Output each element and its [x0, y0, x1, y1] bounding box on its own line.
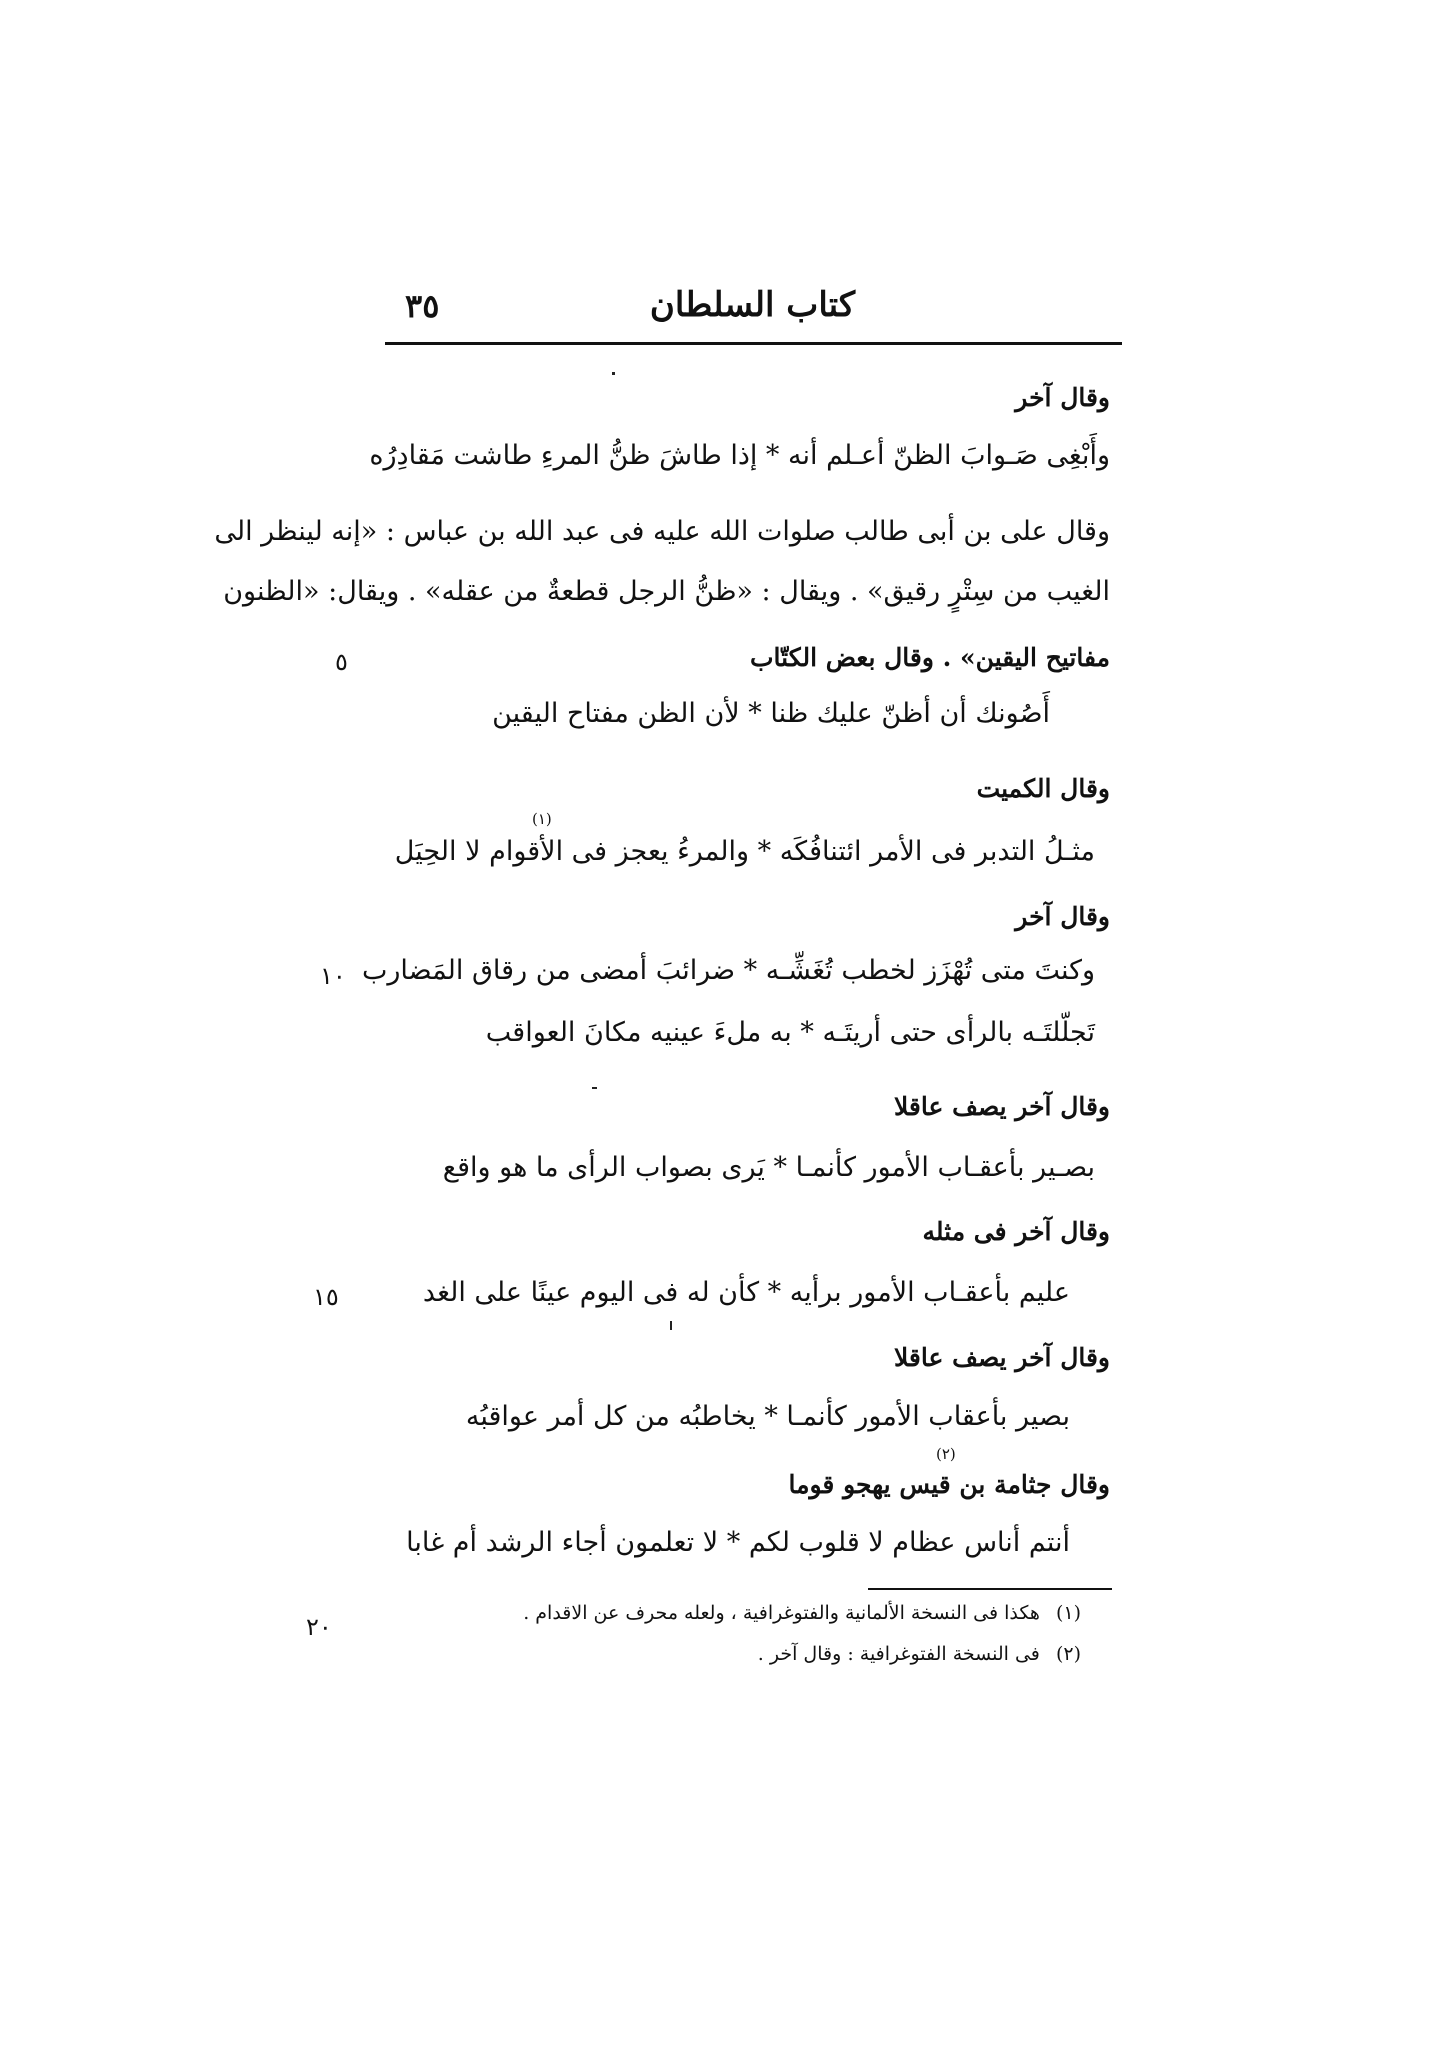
- verse-line: تَجلّلتَـه بالرأى حتى أريتَـه * به ملءَ عينيه مكانَ العواقب: [485, 1017, 1095, 1048]
- footnote-marker: (١): [1055, 1602, 1081, 1624]
- verse-line: وكنتَ متى تُهْزَز لخطب تُغَشِّـه * ضرائبَ أمضى من رقاق المَضارب: [361, 955, 1095, 986]
- prose-line: مفاتيح اليقين» . وقال بعض الكتّاب: [750, 643, 1110, 672]
- footnote: [523, 1602, 1081, 1624]
- line-number-5: ٥: [335, 648, 348, 676]
- line-number-15: ١٥: [313, 1283, 339, 1311]
- verse-intro: وقال آخر: [1015, 383, 1110, 412]
- verse-line: عليم بأعقـاب الأمور برأيه * كأن له فى اليوم عينًا على الغد: [422, 1277, 1070, 1308]
- verse-line: بصير بأعقاب الأمور كأنمـا * يخاطبُه من كل أمر عواقبُه: [465, 1401, 1070, 1432]
- footnote-text: فى النسخة الفتوغرافية : وقال آخر .: [757, 1643, 1040, 1665]
- verse-line: أَصُونك أن أظنّ عليك ظنا * لأن الظن مفتاح اليقين: [492, 698, 1050, 729]
- verse-intro: وقال آخر يصف عاقلا: [893, 1092, 1110, 1121]
- footnote-text: هكذا فى النسخة الألمانية والفتوغرافية ، ولعله محرف عن الاقدام .: [523, 1602, 1040, 1624]
- line-number-20: ٢٠: [306, 1613, 332, 1641]
- footnote: [758, 1643, 1081, 1665]
- page-number: ٣٥: [405, 287, 440, 325]
- ink-speck: [592, 1087, 597, 1089]
- verse-intro: وقال آخر فى مثله: [922, 1217, 1110, 1246]
- prose-line: الغيب من سِتْرٍ رقيق» . ويقال : «ظنُّ الرجل قطعةٌ من عقله» . ويقال: «الظنون: [223, 576, 1110, 607]
- prose-line: وقال على بن أبى طالب صلوات الله عليه فى عبد الله بن عباس : «إنه لينظر الى: [214, 516, 1110, 547]
- footnote-marker: (٢): [1055, 1643, 1081, 1665]
- verse-line: أنتم أناس عظام لا قلوب لكم * لا تعلمون أجاء الرشد أم غابا: [406, 1527, 1070, 1558]
- ink-speck: [670, 1321, 672, 1330]
- line-number-10: ١٠: [320, 962, 346, 990]
- verse-intro: وقال آخر يصف عاقلا: [893, 1343, 1110, 1372]
- running-title: كتاب السلطان: [649, 285, 856, 325]
- verse-intro: وقال آخر: [1015, 902, 1110, 931]
- verse-line: وأَبْغِى صَـوابَ الظنّ أعـلم أنه * إذا طاشَ ظنُّ المرءِ طاشت مَقادِرُه: [369, 440, 1110, 471]
- verse-line: بصـير بأعقـاب الأمور كأنمـا * يَرى بصواب الرأى ما هو واقع: [442, 1152, 1095, 1183]
- verse-intro: وقال الكميت: [976, 774, 1110, 803]
- footnote-mark: (٢): [936, 1445, 956, 1463]
- footnote-mark: (١): [532, 810, 552, 828]
- page-header: [385, 285, 1120, 345]
- header-rule: [385, 342, 1122, 345]
- verse-intro: وقال جثامة بن قيس يهجو قوما: [788, 1470, 1110, 1499]
- verse-line: مثـلُ التدبر فى الأمر ائتنافُكَه * والمرءُ يعجز فى الأقوام لا الحِيَل: [394, 836, 1095, 867]
- footnote-rule: [868, 1588, 1112, 1590]
- ink-speck: [612, 372, 615, 375]
